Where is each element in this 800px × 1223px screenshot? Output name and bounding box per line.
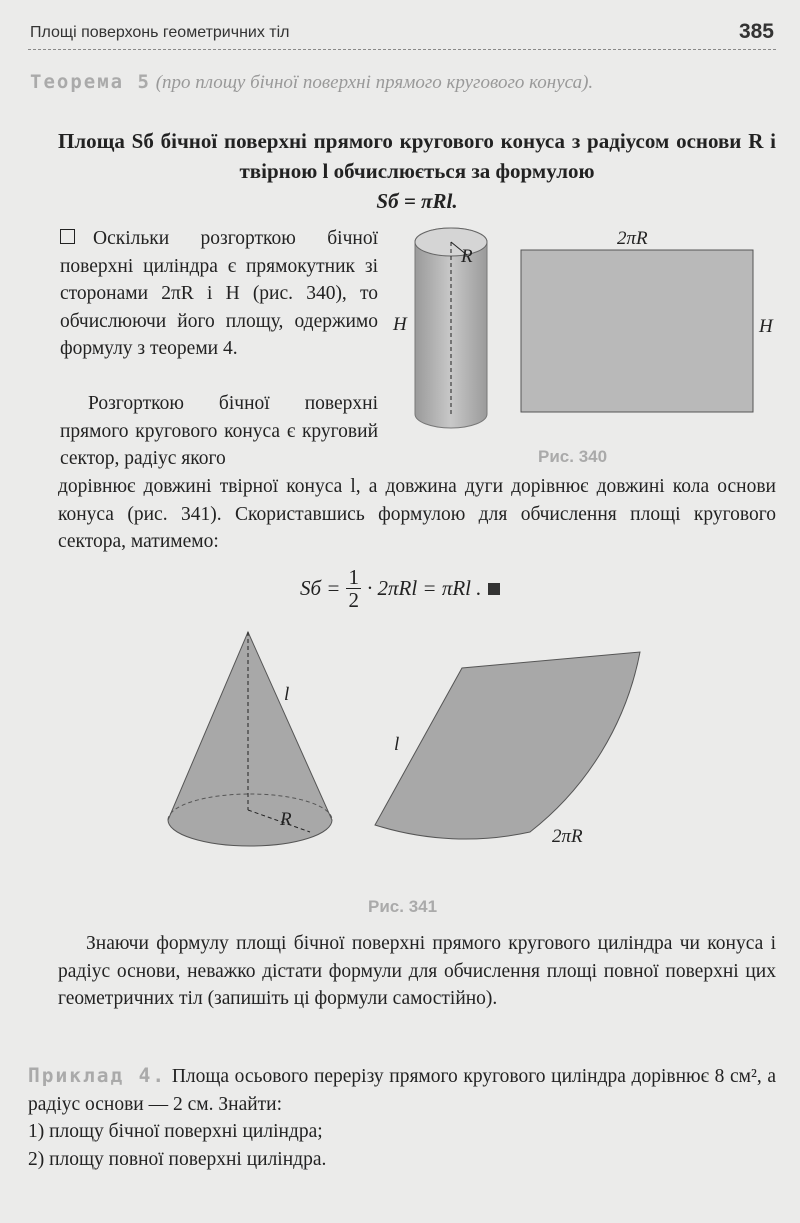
- running-header: Площі поверхонь геометричних тіл: [30, 24, 290, 41]
- theorem-subtitle: (про площу бічної поверхні прямого кругового конуса).: [155, 72, 594, 93]
- label-arc: 2πR: [552, 826, 583, 847]
- header-rule: [28, 49, 776, 50]
- label-cone-R: R: [280, 809, 292, 830]
- circular-sector: [375, 652, 640, 839]
- figure-341-caption: Рис. 341: [368, 897, 438, 916]
- proof-text-1: Оскільки розгорткою бічної поверхні циліндра є прямокутник зі сторонами 2πR і H (рис. 340), то обчислюючи його площу, одержимо формулу з теореми 4.: [60, 228, 378, 359]
- label-R: R: [461, 246, 473, 267]
- example-item-1: 1) площу бічної поверхні циліндра;: [28, 1121, 323, 1142]
- figure-340-caption: Рис. 340: [538, 447, 608, 466]
- label-cone-l: l: [284, 684, 290, 705]
- theorem-heading: [30, 70, 775, 95]
- proof-text-2: Розгорткою бічної поверхні прямого кругового конуса є круговий сектор, радіус якого: [60, 393, 378, 469]
- theorem-statement: [58, 126, 776, 216]
- theorem-label: Теорема 5: [30, 71, 151, 93]
- example-text: Площа осьового перерізу прямого кругового циліндра дорівнює 8 см², а радіус основи — 2 см. Знайти:: [28, 1066, 776, 1115]
- example-label: Приклад 4.: [28, 1064, 167, 1087]
- label-sector-l: l: [394, 734, 400, 755]
- summary-text: Знаючи формулу площі бічної поверхні прямого кругового циліндра чи конуса і радіус основи, неважко дістати формули для обчислення площі повної поверхні цих геометричних тіл (запишіть ці формули самостійно).: [58, 933, 776, 1009]
- theorem-formula: Sб = πRl.: [376, 189, 458, 213]
- unfolded-rectangle: [521, 250, 753, 412]
- proof-paragraph-3: дорівнює довжині твірної конуса l, а довжина дуги дорівнює довжині кола основи конуса (рис. 341). Скориставшись формулою для обчислення площі кругового сектора, матимемо:: [58, 476, 776, 552]
- cone: [168, 632, 332, 846]
- figure-340: [385, 220, 785, 440]
- label-2piR: 2πR: [617, 228, 648, 249]
- theorem-statement-text: Площа Sб бічної поверхні прямого кругового конуса з радіусом основи R і твірною l обчислюється за формулою: [58, 129, 776, 183]
- sector-area-formula: [300, 566, 500, 611]
- summary-paragraph: [58, 930, 776, 1013]
- fraction-numerator: 1: [348, 565, 359, 589]
- fraction-denominator: 2: [348, 588, 359, 612]
- proof-start-icon: [60, 229, 75, 244]
- formula-rhs: · 2πRl = πRl .: [366, 576, 482, 600]
- page-number: 385: [738, 20, 774, 43]
- label-H-left: H: [393, 314, 407, 335]
- formula-lhs: Sб =: [300, 576, 341, 600]
- fraction: [346, 566, 361, 611]
- label-H-right: H: [759, 316, 773, 337]
- figure-341: [150, 620, 680, 860]
- example-item-2: 2) площу повної поверхні циліндра.: [28, 1148, 327, 1170]
- proof-paragraph-1: [60, 225, 378, 363]
- example-4: [28, 1062, 776, 1173]
- end-of-proof-icon: [488, 583, 500, 595]
- proof-paragraph-2: [60, 390, 378, 473]
